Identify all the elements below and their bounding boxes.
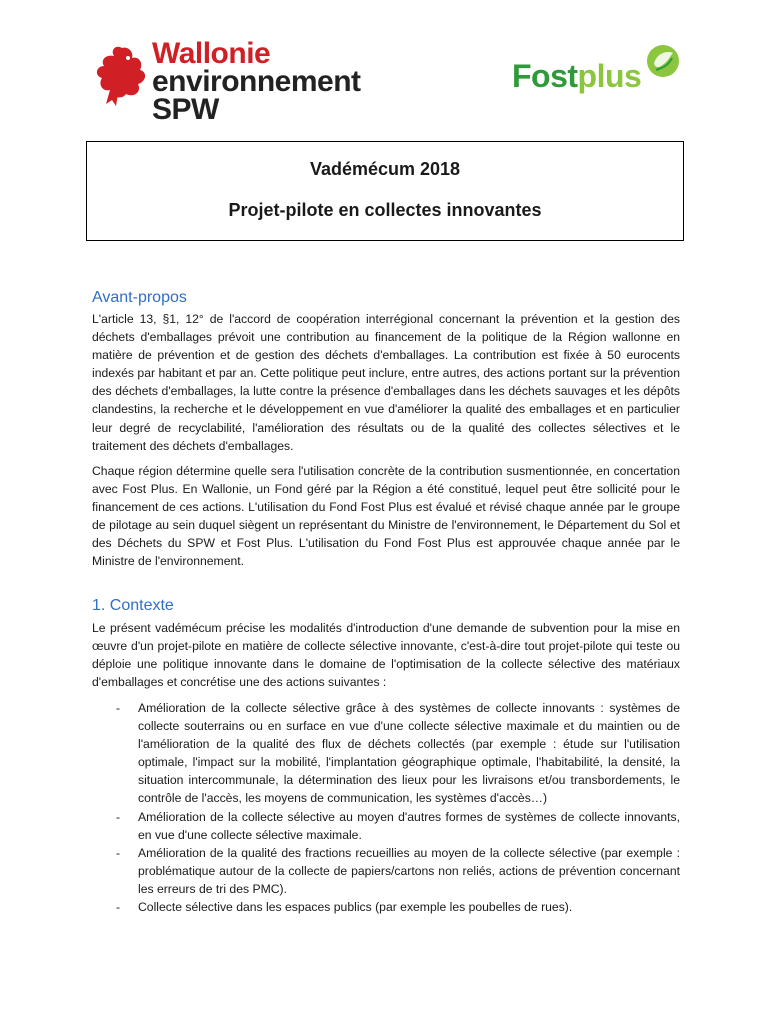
bullet-dash: - xyxy=(116,845,121,860)
title-box xyxy=(86,141,684,241)
fostplus-part1: Fost xyxy=(512,58,578,94)
bullet-text: Amélioration de la collecte sélective au moyen d'autres formes de systèmes de collecte innovants, en vue d'une collecte sélective maximale. xyxy=(138,809,680,842)
avant-propos-paragraph-2: Chaque région détermine quelle sera l'utilisation concrète de la contribution susmentionnée, en concertation avec Fost Plus. En Wallonie, un Fond géré par la Région a été constitué, lequel peut être sollicité pour le financement de ces actions. L'utilisation du Fond Fost Plus est évalué et révisé chaque année par le groupe de pilotage au sein duquel siègent un représentant du Ministre de l'environnement, le Département du Sol et des Déchets du SPW et Fost Plus. L'utilisation du Fond Fost Plus est approuvée chaque année par le Ministre de l'environnement. xyxy=(92,464,680,569)
recycle-leaf-icon xyxy=(646,44,680,78)
wallonie-line2: environnement xyxy=(152,65,361,98)
document-subtitle: Projet-pilote en collectes innovantes xyxy=(228,200,542,220)
wallonie-wordmark xyxy=(152,37,361,126)
contexte-bullet-list xyxy=(92,699,680,916)
list-item xyxy=(92,844,680,898)
fostplus-logo xyxy=(512,44,682,104)
list-item xyxy=(92,898,680,916)
bullet-dash: - xyxy=(116,809,121,824)
fostplus-wordmark xyxy=(512,58,641,95)
bullet-text: Collecte sélective dans les espaces publics (par exemple les poubelles de rues). xyxy=(138,900,573,915)
list-item xyxy=(92,699,680,808)
bullet-dash: - xyxy=(116,701,121,715)
wallonie-line1: Wallonie xyxy=(152,37,271,70)
contexte-heading: 1. Contexte xyxy=(92,597,174,614)
wallonie-environnement-logo xyxy=(92,37,392,132)
bullet-text: Amélioration de la qualité des fractions recueillies au moyen de la collecte sélective (par exemple : problématique autour de la collecte de papiers/cartons non reliés, actions de prévention concernant les erreurs de tri des PMC). xyxy=(138,845,680,896)
bullet-dash: - xyxy=(116,900,121,915)
avant-propos-heading: Avant-propos xyxy=(92,289,187,306)
fostplus-part2: plus xyxy=(577,58,642,94)
avant-propos-paragraph-1: L'article 13, §1, 12° de l'accord de coopération interrégional concernant la prévention et la gestion des déchets d'emballages prévoit une contribution au financement de la politique de la Région wallonne en matière de prévention et de gestion des déchets d'emballages. La contribution est fixée à 50 eurocents indexés par habitant et par an. Cette politique peut inclure, entre autres, des actions portant sur la prévention des déchets d'emballages, la lutte contre la présence d'emballages dans les déchets sauvages et les dépôts clandestins, la recherche et le développement en vue d'améliorer la qualité des emballages et en particulier leur degré de recyclabilité, l'amélioration des résultats ou de la qualité des collectes sélectives et le traitement des déchets d'emballages. xyxy=(92,312,680,453)
document-title: Vadémécum 2018 xyxy=(309,159,461,179)
rooster-icon xyxy=(92,44,150,106)
list-item xyxy=(92,808,680,844)
contexte-intro: Le présent vadémécum précise les modalités d'introduction d'une demande de subvention pour la mise en œuvre d'un projet-pilote en matière de collecte sélective innovante, c'est-à-dire tout projet-pilote qui teste ou déploie une politique innovante dans le domaine de l'optimisation de la collecte sélective des matériaux d'emballages et concrétise une des actions suivantes : xyxy=(92,621,680,690)
bullet-text: Amélioration de la collecte sélective grâce à des systèmes de collecte innovants : systèmes de collecte souterrains ou en surface en vue d'une collecte sélective maximale et du maintien ou de l'amélioration de la qualité des flux de déchets collectés (par exemple : étude sur l'utilisation optimale, l'impact sur la mobilité, l'implantation géographique optimale, l'habitabilité, la densité, la situation intercommunale, la détermination des lieux pour les livraisons et/ou transbordements, le contrôle de l'accès, les moyens de communication, les systèmes d'accès…) xyxy=(138,701,680,806)
wallonie-line3: SPW xyxy=(152,93,219,126)
